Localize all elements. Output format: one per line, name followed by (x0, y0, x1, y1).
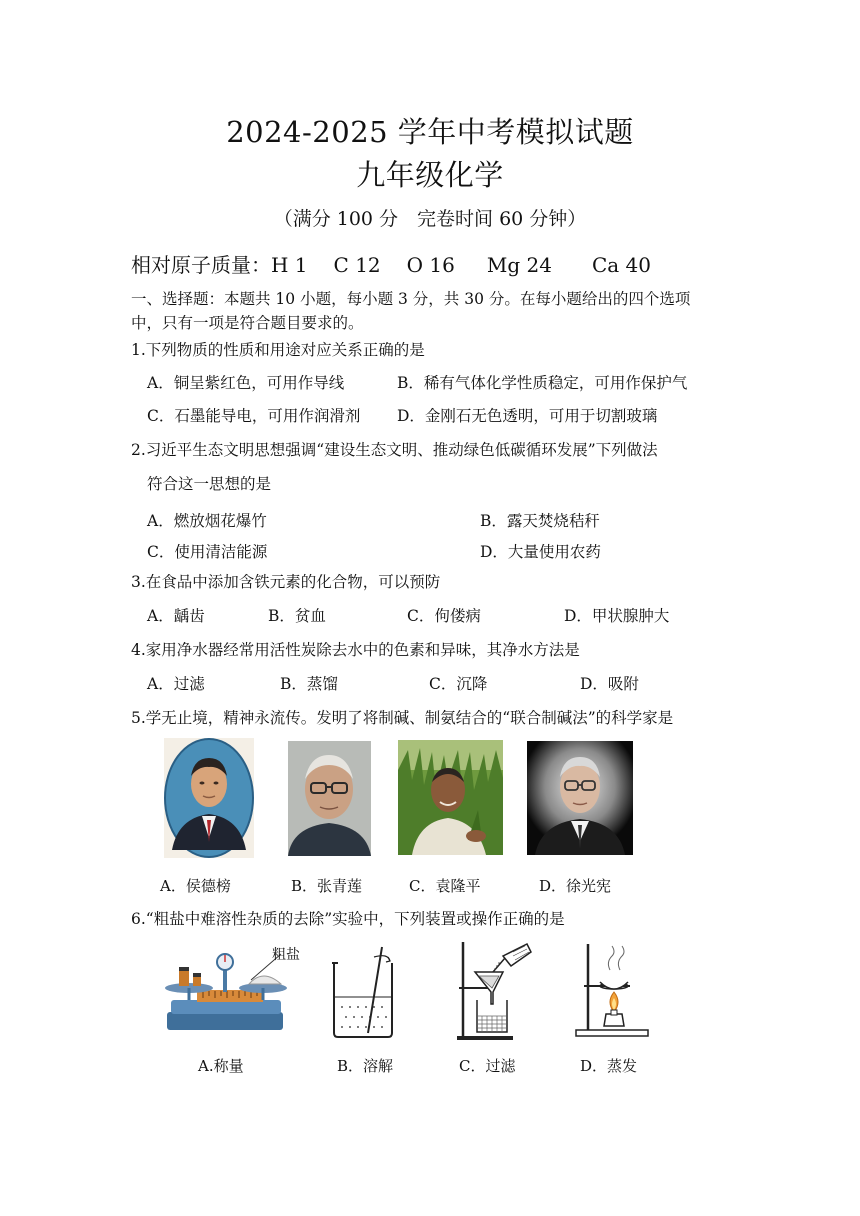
question-6-option-a: A.称量 (198, 1057, 244, 1075)
question-4-option-a: A．过滤 (147, 675, 205, 693)
question-1-option-b: B．稀有气体化学性质稳定，可用作保护气 (397, 374, 688, 392)
atomic-mass-item: C 12 (333, 253, 381, 277)
question-4-option-d: D．吸附 (580, 675, 639, 693)
question-5-option-a: A．侯德榜 (160, 877, 231, 895)
beaker-apparatus (330, 945, 400, 1040)
question-2-option-d: D．大量使用农药 (480, 543, 601, 561)
evaporation-apparatus (574, 940, 654, 1040)
question-1-option-c: C．石墨能导电，可用作润滑剂 (147, 407, 361, 425)
question-2-option-a: A．燃放烟花爆竹 (147, 512, 267, 530)
question-3-option-b: B．贫血 (268, 607, 326, 625)
atomic-mass-line (131, 249, 657, 278)
question-1-option-a: A．铜呈紫红色，可用作导线 (147, 374, 345, 392)
question-5-option-b: B．张青莲 (291, 877, 363, 895)
question-1-stem: 1.下列物质的性质和用途对应关系正确的是 (131, 341, 425, 359)
exam-title: 2024-2025 学年中考模拟试题 (226, 115, 634, 149)
question-6-stem: 6.“粗盐中难溶性杂质的去除”实验中，下列装置或操作正确的是 (131, 910, 565, 928)
atomic-mass-item: O 16 (406, 253, 455, 277)
question-2-stem: 2.习近平生态文明思想强调“建设生态文明、推动绿色低碳循环发展”下列做法 (131, 441, 658, 459)
portrait-a-image (164, 738, 254, 858)
question-4-option-b: B．蒸馏 (280, 675, 338, 693)
section-instruction-line2: 中，只有一项是符合题目要求的。 (131, 314, 364, 332)
question-2-option-c: C．使用清洁能源 (147, 543, 268, 561)
portrait-d-image (527, 741, 633, 855)
question-3-stem: 3.在食品中添加含铁元素的化合物，可以预防 (131, 573, 441, 591)
atomic-mass-item: H 1 (271, 253, 308, 277)
question-6-option-c: C．过滤 (459, 1057, 516, 1075)
question-5-stem: 5.学无止境，精神永流传。发明了将制碱、制氨结合的“联合制碱法”的科学家是 (131, 709, 674, 727)
atomic-mass-label: 相对原子质量： (131, 253, 271, 277)
section-instruction-line1: 一、选择题：本题共 10 小题，每小题 3 分，共 30 分。在每小题给出的四个选项 (131, 290, 691, 308)
question-4-stem: 4.家用净水器经常用活性炭除去水中的色素和异味，其净水方法是 (131, 641, 580, 659)
portrait-c-image (398, 740, 503, 855)
atomic-mass-item: Ca 40 (591, 253, 651, 277)
question-2-stem-cont: 符合这一思想的是 (147, 475, 272, 493)
filtration-apparatus (455, 938, 535, 1043)
question-5-option-d: D．徐光宪 (539, 877, 612, 895)
question-4-option-c: C．沉降 (429, 675, 488, 693)
exam-subtitle: 九年级化学 (356, 158, 504, 192)
question-3-option-d: D．甲状腺肿大 (564, 607, 670, 625)
atomic-mass-item: Mg 24 (486, 253, 552, 277)
question-3-option-c: C．佝偻病 (407, 607, 481, 625)
question-6-option-d: D．蒸发 (580, 1057, 638, 1075)
question-1-option-d: D．金刚石无色透明，可用于切割玻璃 (397, 407, 658, 425)
question-5-option-c: C．袁隆平 (409, 877, 481, 895)
question-6-option-b: B．溶解 (337, 1057, 394, 1075)
balance-salt-label: 粗盐 (272, 947, 300, 963)
portrait-b-image (288, 741, 371, 856)
exam-meta: （满分 100 分 完卷时间 60 分钟） (273, 208, 587, 230)
question-3-option-a: A．龋齿 (147, 607, 205, 625)
question-2-option-b: B．露天焚烧秸秆 (480, 512, 600, 530)
